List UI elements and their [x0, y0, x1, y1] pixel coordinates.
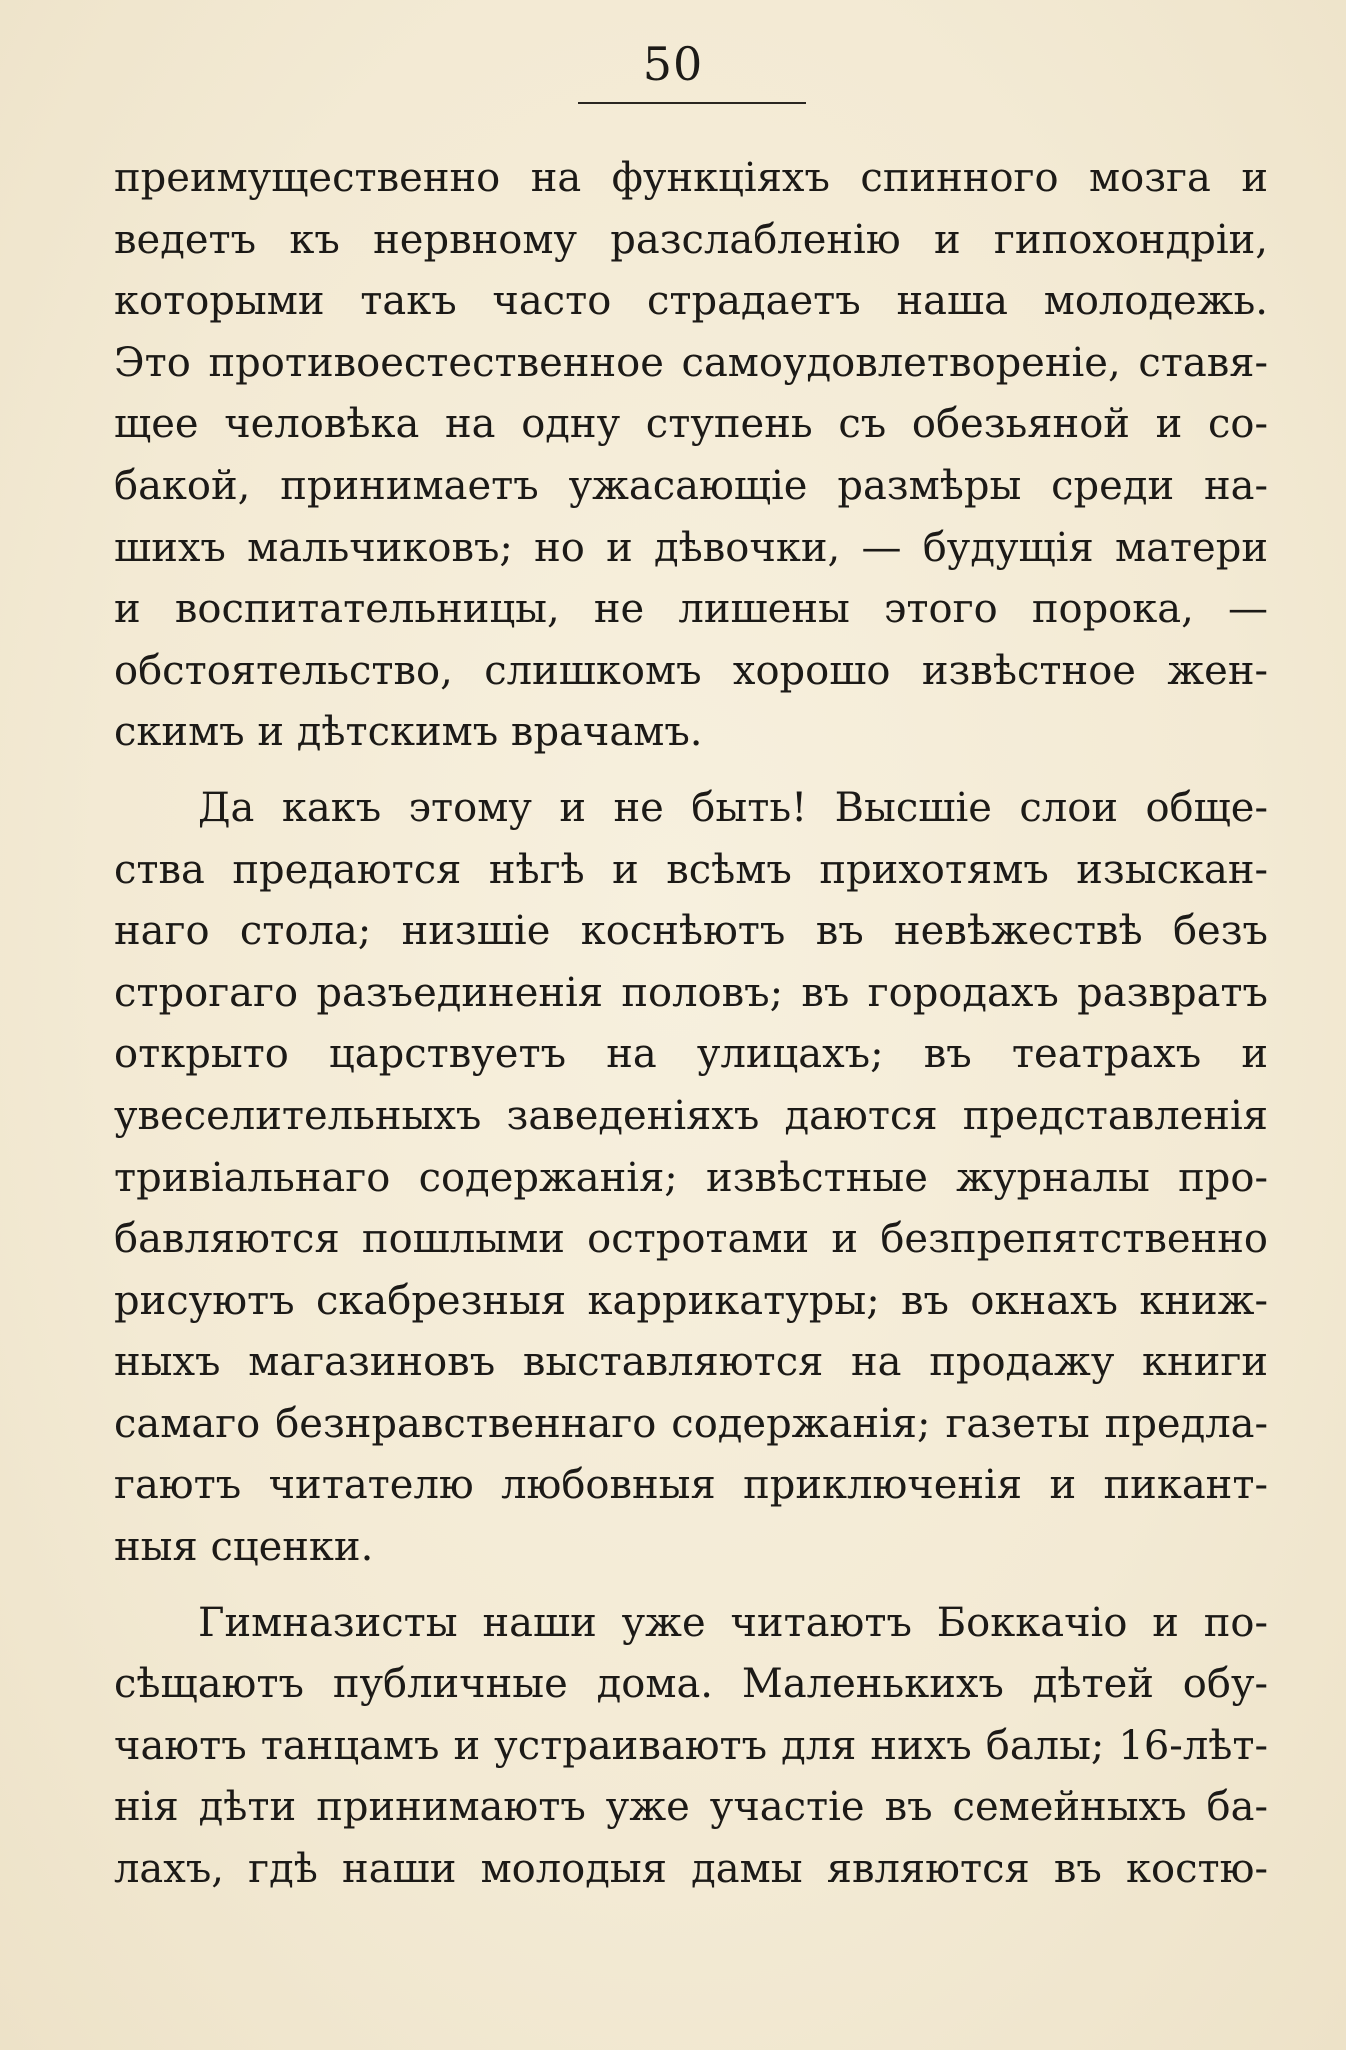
- text-line: Гимназисты наши уже читаютъ Боккачіо и по-: [198, 1599, 1268, 1646]
- paragraph-gap: [114, 764, 1268, 778]
- text-line: чаютъ танцамъ и устраиваютъ для нихъ балы; 16-лѣт-: [114, 1722, 1268, 1769]
- text-line: бавляются пошлыми остротами и безпрепятственно: [114, 1216, 1268, 1263]
- text-line: преимущественно на функціяхъ спинного мозга и: [114, 155, 1268, 201]
- text-line: увеселительныхъ заведеніяхъ даются представленія: [114, 1092, 1268, 1139]
- text-line: строгаго разъединенія половъ; въ городахъ развратъ: [114, 969, 1268, 1016]
- paragraph-2: [114, 778, 1268, 1579]
- paragraph-3: [114, 1593, 1268, 1901]
- text-line: наго стола; низшіе коснѣютъ въ невѣжествѣ безъ: [114, 908, 1268, 955]
- header-rule: [578, 102, 806, 104]
- text-line: гаютъ читателю любовныя приключенія и пикант-: [114, 1462, 1268, 1509]
- text-line: лахъ, гдѣ наши молодыя дамы являются въ костю-: [114, 1846, 1268, 1893]
- text-line: бакой, принимаетъ ужасающіе размѣры среди на-: [114, 462, 1268, 509]
- text-line: ныя сценки.: [114, 1524, 374, 1571]
- body-text: [114, 148, 1268, 1901]
- text-line: шихъ мальчиковъ; но и дѣвочки, — будущія матери: [114, 524, 1268, 571]
- paragraph-gap: [114, 1579, 1268, 1593]
- text-line: щее человѣка на одну ступень съ обезьяной и со-: [114, 401, 1268, 448]
- text-line: ства предаются нѣгѣ и всѣмъ прихотямъ изыскан-: [114, 846, 1268, 893]
- text-line: тривіальнаго содержанія; извѣстные журналы про-: [114, 1154, 1268, 1201]
- text-line: ныхъ магазиновъ выставляются на продажу книги: [114, 1339, 1268, 1386]
- text-line: обстоятельство, слишкомъ хорошо извѣстное жен-: [114, 647, 1268, 694]
- text-line: скимъ и дѣтскимъ врачамъ.: [114, 709, 703, 756]
- page-number: 50: [642, 37, 704, 91]
- text-line: самаго безнравственнаго содержанія; газеты предла-: [114, 1400, 1268, 1447]
- text-line: сѣщаютъ публичные дома. Маленькихъ дѣтей обу-: [114, 1661, 1268, 1708]
- text-line: нія дѣти принимаютъ уже участіе въ семейныхъ ба-: [114, 1784, 1268, 1831]
- text-line: Да какъ этому и не быть! Высшіе слои обще-: [198, 784, 1268, 831]
- text-line: рисуютъ скабрезныя каррикатуры; въ окнахъ книж-: [114, 1277, 1268, 1324]
- paragraph-1: [114, 148, 1268, 764]
- text-line: открыто царствуетъ на улицахъ; въ театрахъ и: [114, 1031, 1268, 1078]
- text-line: и воспитательницы, не лишены этого порока, —: [114, 586, 1268, 633]
- text-line: Это противоестественное самоудовлетвореніе, ставя-: [114, 339, 1268, 386]
- text-line: ведетъ къ нервному разслабленію и гипохондріи,: [114, 216, 1268, 263]
- text-line: которыми такъ часто страдаетъ наша молодежь.: [114, 278, 1268, 325]
